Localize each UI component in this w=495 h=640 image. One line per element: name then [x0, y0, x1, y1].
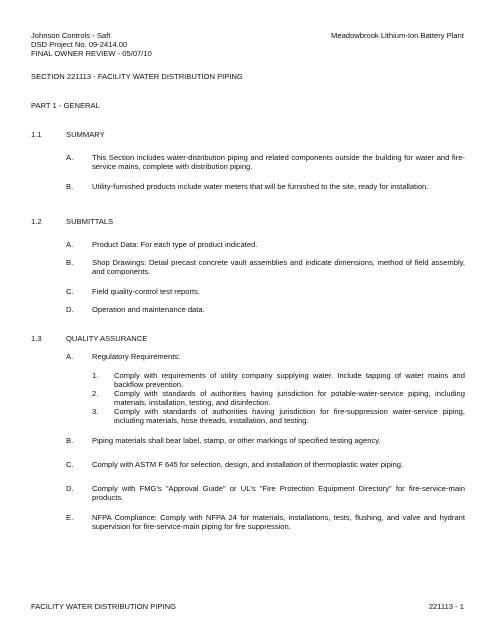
paragraph-letter: B. [66, 436, 74, 445]
article-title: SUBMITTALS [66, 217, 114, 226]
part-title: PART 1 - GENERAL [31, 101, 100, 110]
footer-page-number: 221113 - 1 [428, 602, 464, 611]
subparagraph-text: Comply with requirements of utility company supplying water. Include tapping of water mains and backflow prevention. [114, 371, 465, 389]
header-review-status: FINAL OWNER REVIEW - 05/07/10 [31, 49, 152, 58]
footer-section-name: FACILITY WATER DISTRIBUTION PIPING [31, 602, 176, 611]
paragraph-text: Comply with ASTM F 645 for selection, design, and installation of thermoplastic water piping. [92, 460, 404, 469]
paragraph-letter: B. [66, 258, 74, 267]
paragraph-letter: B. [66, 182, 74, 191]
header-company: Johnson Controls - Saft [31, 31, 111, 40]
subparagraph-number: 3. [92, 407, 99, 416]
subparagraph-text: Comply with standards of authorities having jurisdiction for potable-water-service piping, including materials, installation, testing, and disinfection. [114, 389, 465, 407]
paragraph-letter: C. [66, 287, 74, 296]
article-title: SUMMARY [66, 130, 105, 139]
paragraph-text: Utility-furnished products include water meters that will be furnished to the site, ready for installation. [92, 182, 429, 191]
header-project-name: Meadowbrook Lithium-Ion Battery Plant [331, 31, 464, 40]
subparagraph-text: Comply with standards of authorities having jurisdiction for fire-suppression water-service piping, including materials, hose threads, installation, and testing. [114, 407, 465, 425]
paragraph-text: Product Data: For each type of product indicated. [92, 240, 258, 249]
paragraph-letter: A. [66, 153, 74, 162]
paragraph-text: Operation and maintenance data. [92, 305, 205, 314]
paragraph-letter: A. [66, 240, 74, 249]
paragraph-text: Piping materials shall bear label, stamp, or other markings of specified testing agency. [92, 436, 381, 445]
paragraph-text: NFPA Compliance: Comply with NFPA 24 for materials, installations, tests, flushing, and valve and hydrant supervision for fire-service-main piping for fire suppression. [92, 513, 465, 531]
paragraph-letter: E. [66, 513, 74, 522]
article-title: QUALITY ASSURANCE [66, 334, 148, 343]
article-number: 1.1 [31, 130, 42, 139]
paragraph-letter: C. [66, 460, 74, 469]
paragraph-letter: D. [66, 305, 74, 314]
paragraph-letter: D. [66, 484, 74, 493]
section-title: SECTION 221113 - FACILITY WATER DISTRIBUTION PIPING [31, 72, 243, 81]
header-left [31, 31, 152, 58]
subparagraph-number: 2. [92, 389, 99, 398]
paragraph-text: Shop Drawings: Detail precast concrete vault assemblies and indicate dimensions, method of field assembly, and components. [92, 258, 465, 276]
article-number: 1.2 [31, 217, 42, 226]
header-project-number: DSD Project No. 09-2414.00 [31, 40, 128, 49]
paragraph-text: Comply with FMG's "Approval Guide" or UL's "Fire Protection Equipment Directory" for fire-service-main products. [92, 484, 465, 502]
paragraph-text: This Section includes water-distribution piping and related components outside the building for water and fire-service mains, complete with distribution piping. [92, 153, 465, 171]
paragraph-text: Regulatory Requirements: [92, 352, 181, 361]
subparagraph-number: 1. [92, 371, 99, 380]
paragraph-text: Field quality-control test reports. [92, 287, 201, 296]
article-number: 1.3 [31, 334, 42, 343]
paragraph-letter: A. [66, 352, 74, 361]
